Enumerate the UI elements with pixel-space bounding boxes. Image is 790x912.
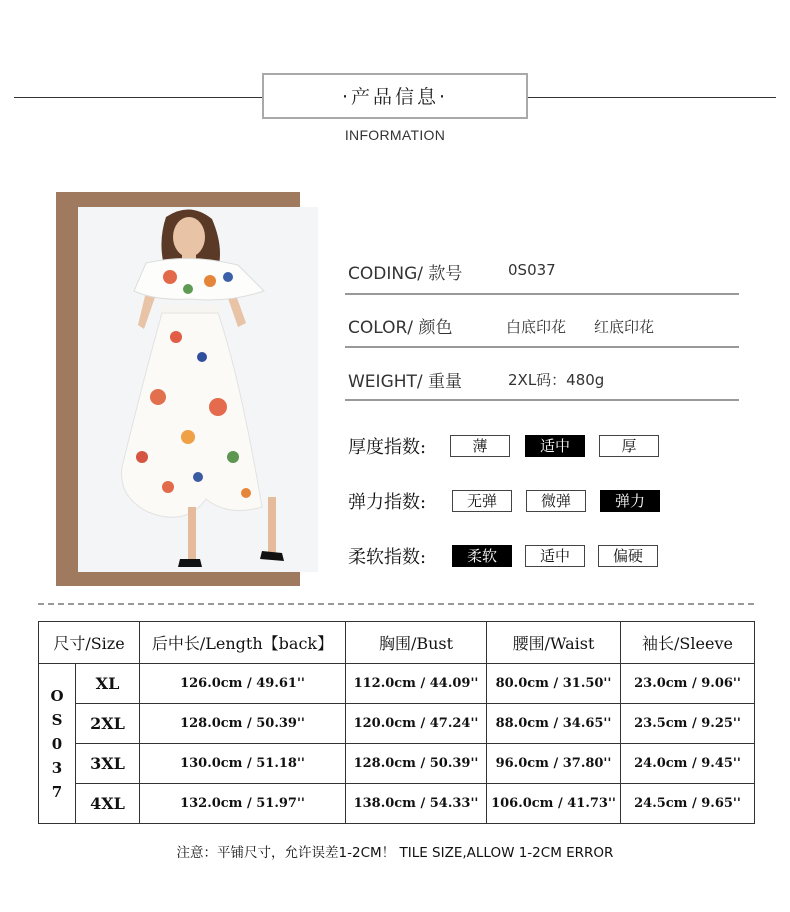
bust-cell: 138.0cm / 54.33''	[346, 784, 487, 824]
waist-cell: 80.0cm / 31.50''	[487, 664, 621, 704]
section-subtitle: INFORMATION	[344, 127, 446, 143]
header-line-right	[526, 97, 776, 98]
elasticity-option-stretch: 弹力	[600, 490, 660, 512]
divider	[345, 399, 739, 401]
sleeve-cell: 24.5cm / 9.65''	[621, 784, 755, 824]
weight-label: WEIGHT/ 重量	[348, 372, 463, 392]
divider	[345, 346, 739, 348]
softness-option-firm: 偏硬	[598, 545, 658, 567]
color-value-red: 红底印花	[594, 318, 655, 336]
thickness-option-thick: 厚	[599, 435, 659, 457]
thickness-option-thin: 薄	[450, 435, 510, 457]
table-row	[39, 784, 755, 824]
table-row	[39, 664, 755, 704]
coding-label: CODING/ 款号	[348, 264, 463, 284]
weight-value: 2XL码：480g	[508, 371, 605, 389]
coding-value: 0S037	[508, 261, 556, 279]
length-cell: 132.0cm / 51.97''	[140, 784, 346, 824]
size-cell: 3XL	[76, 744, 140, 784]
section-title: ·产品信息·	[330, 84, 460, 110]
waist-cell: 96.0cm / 37.80''	[487, 744, 621, 784]
table-row	[39, 704, 755, 744]
size-cell: XL	[76, 664, 140, 704]
bust-cell: 112.0cm / 44.09''	[346, 664, 487, 704]
size-cell: 4XL	[76, 784, 140, 824]
size-table	[38, 621, 755, 824]
table-row	[39, 744, 755, 784]
bust-cell: 120.0cm / 47.24''	[346, 704, 487, 744]
waist-cell: 88.0cm / 34.65''	[487, 704, 621, 744]
size-note: 注意：平铺尺寸，允许误差1-2CM！ TILE SIZE,ALLOW 1-2CM ERROR	[176, 845, 614, 861]
elasticity-index-label: 弹力指数:	[348, 492, 427, 513]
table-header-row	[39, 622, 755, 664]
product-photo	[78, 207, 318, 572]
elasticity-option-slight: 微弹	[526, 490, 586, 512]
size-cell: 2XL	[76, 704, 140, 744]
color-label: COLOR/ 颜色	[348, 318, 453, 338]
softness-option-medium: 适中	[525, 545, 585, 567]
length-cell: 128.0cm / 50.39''	[140, 704, 346, 744]
thickness-option-medium: 适中	[525, 435, 585, 457]
header-waist: 腰围/Waist	[487, 622, 621, 664]
divider	[345, 293, 739, 295]
header-bust: 胸围/Bust	[346, 622, 487, 664]
model-dress-illustration	[78, 207, 318, 572]
header-sleeve: 袖长/Sleeve	[621, 622, 755, 664]
sleeve-cell: 23.5cm / 9.25''	[621, 704, 755, 744]
dashed-divider	[38, 603, 754, 605]
sleeve-cell: 23.0cm / 9.06''	[621, 664, 755, 704]
softness-option-soft: 柔软	[452, 545, 512, 567]
length-cell: 126.0cm / 49.61''	[140, 664, 346, 704]
sleeve-cell: 24.0cm / 9.45''	[621, 744, 755, 784]
bust-cell: 128.0cm / 50.39''	[346, 744, 487, 784]
product-code-cell	[39, 664, 76, 824]
color-value-white: 白底印花	[506, 318, 567, 336]
length-cell: 130.0cm / 51.18''	[140, 744, 346, 784]
waist-cell: 106.0cm / 41.73''	[487, 784, 621, 824]
header-length: 后中长/Length【back】	[140, 622, 346, 664]
elasticity-option-none: 无弹	[452, 490, 512, 512]
header-line-left	[14, 97, 264, 98]
product-code: OS037	[50, 686, 64, 801]
thickness-index-label: 厚度指数:	[348, 437, 427, 458]
softness-index-label: 柔软指数:	[348, 547, 427, 568]
header-size: 尺寸/Size	[39, 622, 140, 664]
